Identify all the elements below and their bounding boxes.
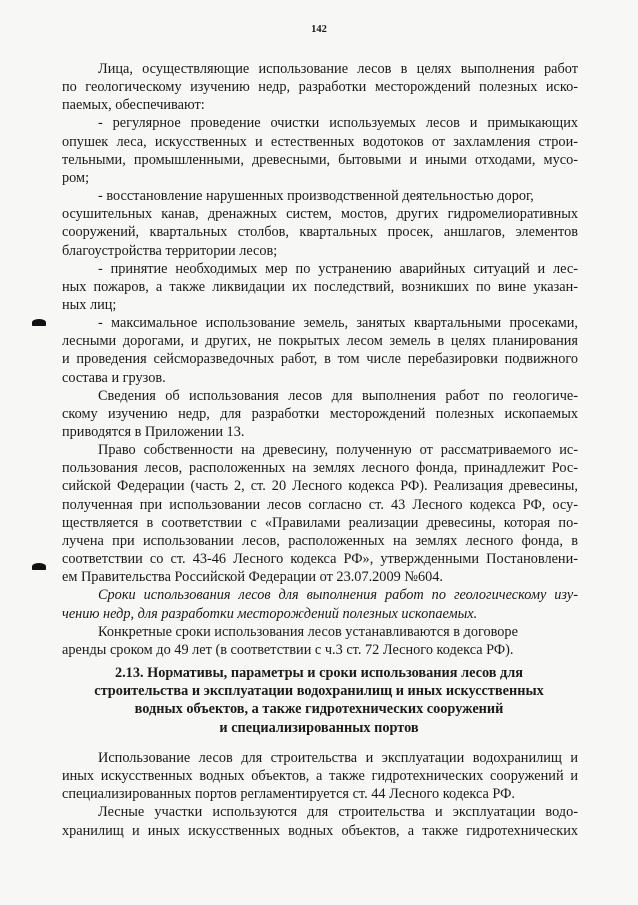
text-line: Лица, осуществляющие использование лесов в целях выполнения работ bbox=[98, 61, 578, 77]
text-line: специализированных портов регламентируется ст. 44 Лесного кодекса РФ. bbox=[62, 786, 515, 803]
text-line: благоустройства территории лесов; bbox=[62, 242, 278, 259]
scan-mark bbox=[32, 319, 46, 326]
text-line: Использование лесов для строительства и эксплуатации водохранилищ и bbox=[98, 750, 578, 766]
text-line: - регулярное проведение очистки используемых лесов и примыкающих bbox=[98, 115, 578, 132]
heading-line: 2.13. Нормативы, параметры и сроки использования лесов для bbox=[114, 665, 524, 681]
text-line: состава и грузов. bbox=[62, 369, 166, 386]
text-line: ных пожаров, а также ликвидации их последствий, возникших по вине указан- bbox=[62, 278, 578, 295]
text-line: - максимальное использование земель, занятых квартальными просеками, bbox=[98, 315, 578, 332]
text-line: опушек леса, искусственных и естественных водотоков от захламления строи- bbox=[62, 133, 578, 150]
text-line: сооружений, квартальных столбов, квартальных просек, аншлагов, элементов bbox=[62, 224, 578, 241]
text-line: сийской Федерации (часть 2, ст. 20 Лесного кодекса РФ). Реализация древесины, bbox=[62, 478, 578, 495]
text-line: соответствии со ст. 43-46 Лесного кодекса РФ», утвержденными Постановлени- bbox=[62, 551, 578, 568]
text-line: Сроки использования лесов для выполнения работ по геологическому изу- bbox=[98, 587, 578, 604]
text-line: ществляется в соответствии с «Правилами реализации древесины, которая по- bbox=[62, 514, 578, 531]
text-line: скому изучению недр, для разработки месторождений полезных ископаемых bbox=[62, 405, 578, 422]
text-line: Сведения об использования лесов для выполнения работ по геологиче- bbox=[98, 387, 578, 404]
heading-line: и специализированных портов bbox=[219, 719, 419, 736]
text-line: ных лиц; bbox=[62, 296, 117, 313]
text-line: ром; bbox=[62, 169, 90, 186]
text-line: лесными дорогами, и других, не покрытых лесом земель в целях планирования bbox=[62, 333, 578, 350]
text-line: ем Правительства Российской Федерации от 23.07.2009 №604. bbox=[62, 569, 443, 586]
text-line: чению недр, для разработки месторождений полезных ископаемых. bbox=[62, 605, 478, 622]
text-line: осушительных канав, дренажных систем, мостов, других гидромелиоративных bbox=[62, 206, 578, 223]
text-line: Лесные участки используются для строительства и эксплуатации водо- bbox=[98, 804, 578, 821]
text-line: иных искусственных водных объектов, а также гидротехнических сооружений и bbox=[62, 768, 578, 785]
text-line: паемых, обеспечивают: bbox=[62, 97, 205, 114]
text-line: тельными, промышленными, древесными, бытовыми и иными отходами, мусо- bbox=[62, 151, 578, 168]
text-line: Право собственности на древесину, полученную от рассматриваемого ис- bbox=[98, 442, 578, 459]
text-line: и проведения сейсморазведочных работ, в том числе перебазировки подвижного bbox=[62, 351, 578, 368]
text-line: аренды сроком до 49 лет (в соответствии с ч.3 ст. 72 Лесного кодекса РФ). bbox=[62, 641, 514, 658]
text-line: хранилищ и иных искусственных водных объектов, а также гидротехнических bbox=[62, 822, 578, 839]
text-line: - восстановление нарушенных производственной деятельностью дорог, bbox=[98, 188, 534, 205]
text-line: Конкретные сроки использования лесов устанавливаются в договоре bbox=[98, 623, 518, 640]
text-line: - принятие необходимых мер по устранению аварийных ситуаций и лес- bbox=[98, 260, 578, 277]
scan-mark bbox=[32, 563, 46, 570]
text-line: пользования лесов, расположенных на землях лесного фонда, принадлежит Рос- bbox=[62, 460, 578, 477]
heading-line: водных объектов, а также гидротехнических сооружений bbox=[134, 701, 504, 718]
page-number: 142 bbox=[311, 24, 327, 35]
text-line: полученная при использовании лесов согласно ст. 43 Лесного кодекса РФ, осу- bbox=[62, 496, 578, 513]
text-line: приводятся в Приложении 13. bbox=[62, 424, 245, 440]
text-line: лучена при использовании лесов, расположенных на землях лесного фонда, в bbox=[62, 532, 578, 549]
text-line: по геологическому изучению недр, разработки месторождений полезных иско- bbox=[62, 79, 578, 96]
heading-line: строительства и эксплуатации водохранилищ и иных искусственных bbox=[94, 683, 544, 700]
